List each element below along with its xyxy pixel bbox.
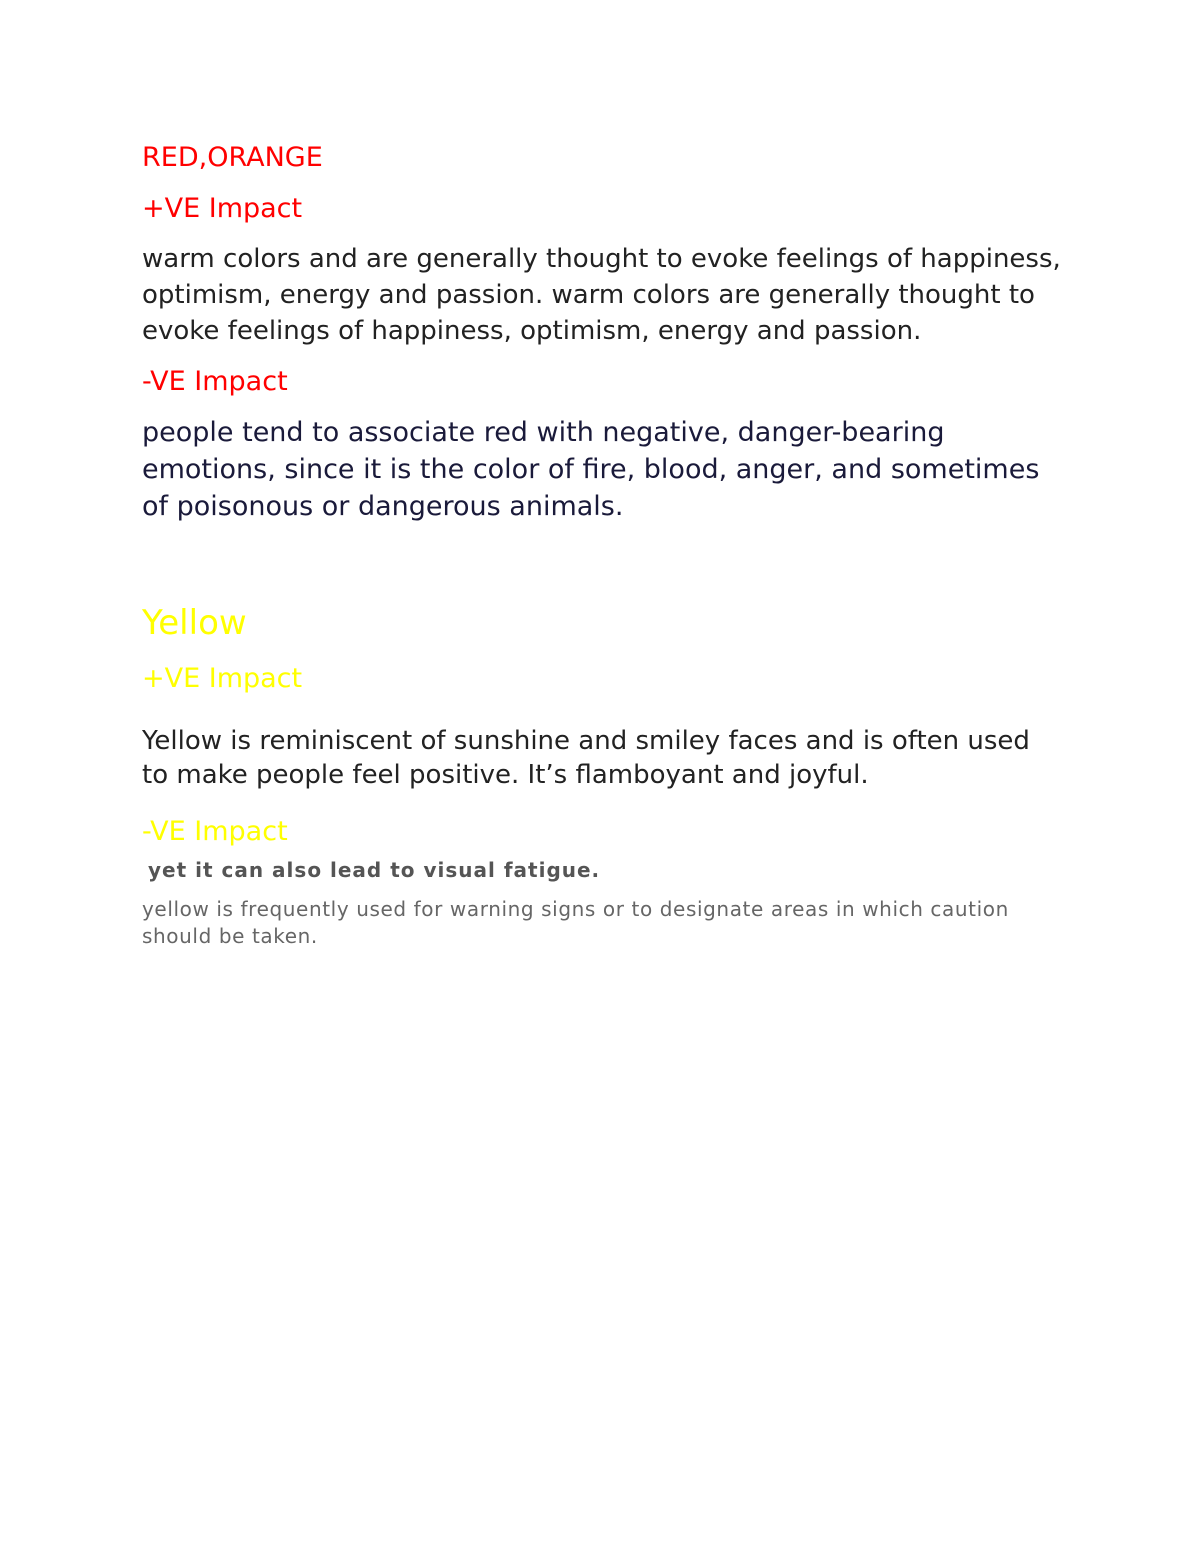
negative-impact-text-yellow-warning: yellow is frequently used for warning signs or to designate areas in which caution should be taken. [142, 897, 1009, 948]
negative-impact-label-yellow: -VE Impact [142, 816, 288, 847]
negative-impact-label-red: -VE Impact [142, 366, 288, 397]
negative-impact-text-red: people tend to associate red with negative, danger-bearing emotions, since it is the color of fire, blood, anger, and sometimes of poisonous or dangerous animals. [142, 417, 1040, 522]
section-heading-red-orange: RED,ORANGE [142, 142, 323, 173]
positive-impact-text-yellow: Yellow is reminiscent of sunshine and smiley faces and is often used to make people feel positive. It’s flamboyant and joyful. [142, 726, 1030, 790]
document-content [142, 140, 1062, 950]
section-heading-yellow: Yellow [142, 603, 247, 643]
positive-impact-text-red: warm colors and are generally thought to evoke feelings of happiness, optimism, energy and passion. warm colors are generally thought to evoke feelings of happiness, optimism, energy and passion. [142, 244, 1061, 346]
positive-impact-label-yellow: +VE Impact [142, 663, 303, 694]
negative-impact-text-yellow-fatigue: yet it can also lead to visual fatigue. [148, 858, 601, 882]
positive-impact-label-red: +VE Impact [142, 193, 303, 224]
